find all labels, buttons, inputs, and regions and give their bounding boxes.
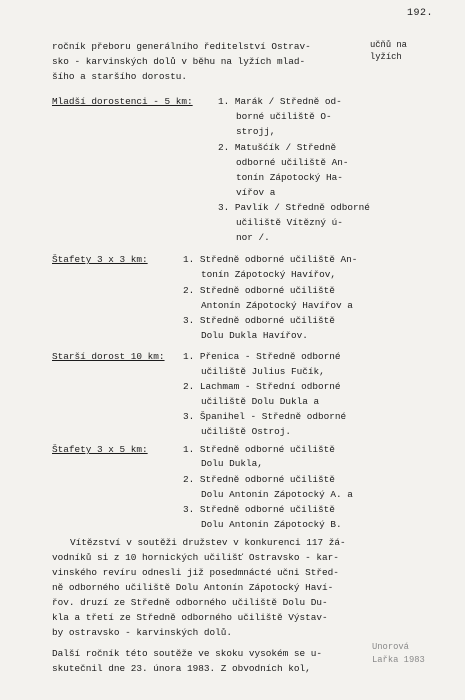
result-line: strojj, — [236, 126, 276, 137]
result-line: vířov a — [236, 187, 276, 198]
section-heading-stafety-3x3: Štafety 3 x 3 km: — [52, 254, 148, 265]
section-heading-starsi: Starší dorost 10 km: — [52, 351, 165, 362]
intro-line-2: sko - karvinských dolů v běhu na lyžích mlad- — [52, 56, 306, 67]
paragraph2-line: skutečnil dne 23. února 1983. Z obvodních kol, — [52, 663, 311, 674]
result-line: učiliště Julius Fučík, — [201, 366, 325, 377]
paragraph1-line: kla a třetí ze Středně odborného učiliště Výstav- — [52, 612, 328, 623]
page-number: 192. — [407, 8, 434, 19]
result-line: učiliště Vítězný ú- — [236, 217, 343, 228]
intro-line-3: šího a staršího dorostu. — [52, 71, 188, 82]
paragraph1-line: by ostravsko - karvinských dolů. — [52, 627, 233, 638]
result-line: učiliště Ostroj. — [201, 426, 292, 437]
paragraph1-line: řov. druzí ze Středně odborného učiliště Dolu Du- — [52, 597, 328, 608]
margin-note-top-line-2: lyžích — [370, 52, 402, 62]
result-line: Antonín Zápotocký Havířov a — [201, 300, 353, 311]
result-line: 3. Španihel - Středně odborné — [183, 411, 347, 422]
result-line: Dolu Dukla, — [201, 458, 263, 469]
intro-line-1: ročník přeboru generálního ředitelství Ostrav- — [52, 41, 311, 52]
result-line: 1. Marák / Středně od- — [218, 96, 342, 107]
paragraph1-line: ně odborného učiliště Dolu Antonín Zápotocký Haví- — [52, 582, 334, 593]
result-line: nor /. — [236, 232, 270, 243]
result-line: 3. Středně odborné učiliště — [183, 504, 335, 515]
margin-note-bottom-line-1: Unorová — [372, 642, 409, 652]
result-line: 2. Středně odborné učiliště — [183, 285, 335, 296]
result-line: 3. Středně odborné učiliště — [183, 315, 335, 326]
result-line: Dolu Antonín Zápotocký B. — [201, 519, 342, 530]
result-line: tonín Zápotocký Ha- — [236, 172, 343, 183]
result-line: 3. Pavlík / Středně odborné — [218, 202, 370, 213]
result-line: učiliště Dolu Dukla a — [201, 396, 320, 407]
result-line: 2. Lachmam - Střední odborné — [183, 381, 341, 392]
result-line: odborné učiliště An- — [236, 157, 349, 168]
result-line: borné učiliště O- — [236, 111, 332, 122]
result-line: tonín Zápotocký Havířov, — [201, 269, 337, 280]
section-heading-stafety-3x5: Štafety 3 x 5 km: — [52, 444, 148, 455]
section-heading-mladsi: Mladší dorostenci - 5 km: — [52, 96, 193, 107]
result-line: 2. Středně odborné učiliště — [183, 474, 335, 485]
paragraph2-line: Další ročník této soutěže ve skoku vysokém se u- — [52, 648, 323, 659]
paragraph1-line: vodníků si z 10 hornických učilišť Ostravsko - kar- — [52, 552, 339, 563]
result-line: Dolu Antonín Zápotocký A. a — [201, 489, 353, 500]
margin-note-top-line-1: učňů na — [370, 40, 407, 50]
paragraph1-line: Vítězství v soutěži družstev v konkurenci 117 žá- — [70, 537, 346, 548]
result-line: 2. Matušćík / Středně — [218, 142, 337, 153]
result-line: 1. Přenica - Středně odborné — [183, 351, 341, 362]
margin-note-bottom-line-2: Lařka 1983 — [372, 655, 425, 665]
result-line: Dolu Dukla Havířov. — [201, 330, 308, 341]
result-line: 1. Středně odborné učiliště An- — [183, 254, 358, 265]
result-line: 1. Středně odborné učiliště — [183, 444, 335, 455]
paragraph1-line: vinského revíru odnesli již posedmnácté učni Střed- — [52, 567, 339, 578]
